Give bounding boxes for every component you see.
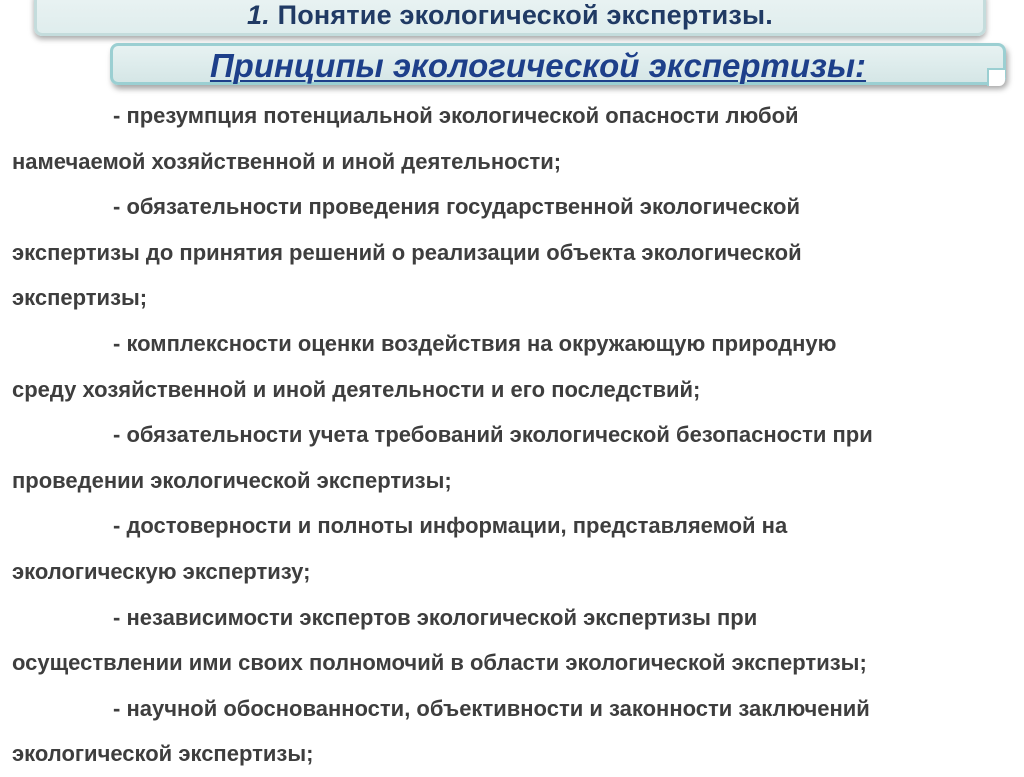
principle-line-first: - презумпция потенциальной экологической опасности любой (113, 103, 799, 128)
section-title-banner (34, 0, 986, 36)
principle-item (12, 93, 1016, 184)
principle-line: экспертизы до принятия решений о реализации объекта экологической (12, 239, 802, 265)
principle-line-first: - обязательности проведения государственной экологической (113, 194, 801, 220)
folded-corner (987, 68, 1005, 86)
principle-item (12, 184, 1016, 321)
principle-line: экологической экспертизы; (12, 741, 314, 767)
principle-line: проведении экологической экспертизы; (12, 467, 452, 493)
principle-line-first: - научной обоснованности, объективности и законности заключений (113, 695, 870, 721)
principle-item (12, 503, 1016, 594)
section-number: 1. (247, 0, 270, 30)
section-title (37, 0, 983, 31)
principles-heading: Принципы экологической экспертизы: (209, 47, 867, 84)
principle-item (12, 321, 1016, 412)
principle-line: намечаемой хозяйственной и иной деятельности; (12, 148, 562, 174)
principle-item (12, 686, 1016, 777)
principles-heading-banner (110, 43, 1006, 85)
principle-line-first: - обязательности учета требований экологической безопасности при (113, 422, 873, 448)
principle-line-first: - независимости экспертов экологической экспертизы при (113, 604, 758, 630)
principle-line-first: - комплексности оценки воздействия на окружающую природную (113, 330, 837, 356)
principle-line: экспертизы; (12, 285, 148, 311)
section-title-text: Понятие экологической экспертизы. (269, 0, 773, 30)
principle-line: осуществлении ими своих полномочий в области экологической экспертизы; (12, 650, 867, 676)
principle-line: среду хозяйственной и иной деятельности и его последствий; (12, 376, 701, 402)
principle-item (12, 595, 1016, 686)
principle-line: экологическую экспертизу; (12, 558, 311, 584)
principle-item (12, 412, 1016, 503)
principles-list (12, 93, 1016, 777)
principle-line-first: - достоверности и полноты информации, представляемой на (113, 513, 788, 539)
